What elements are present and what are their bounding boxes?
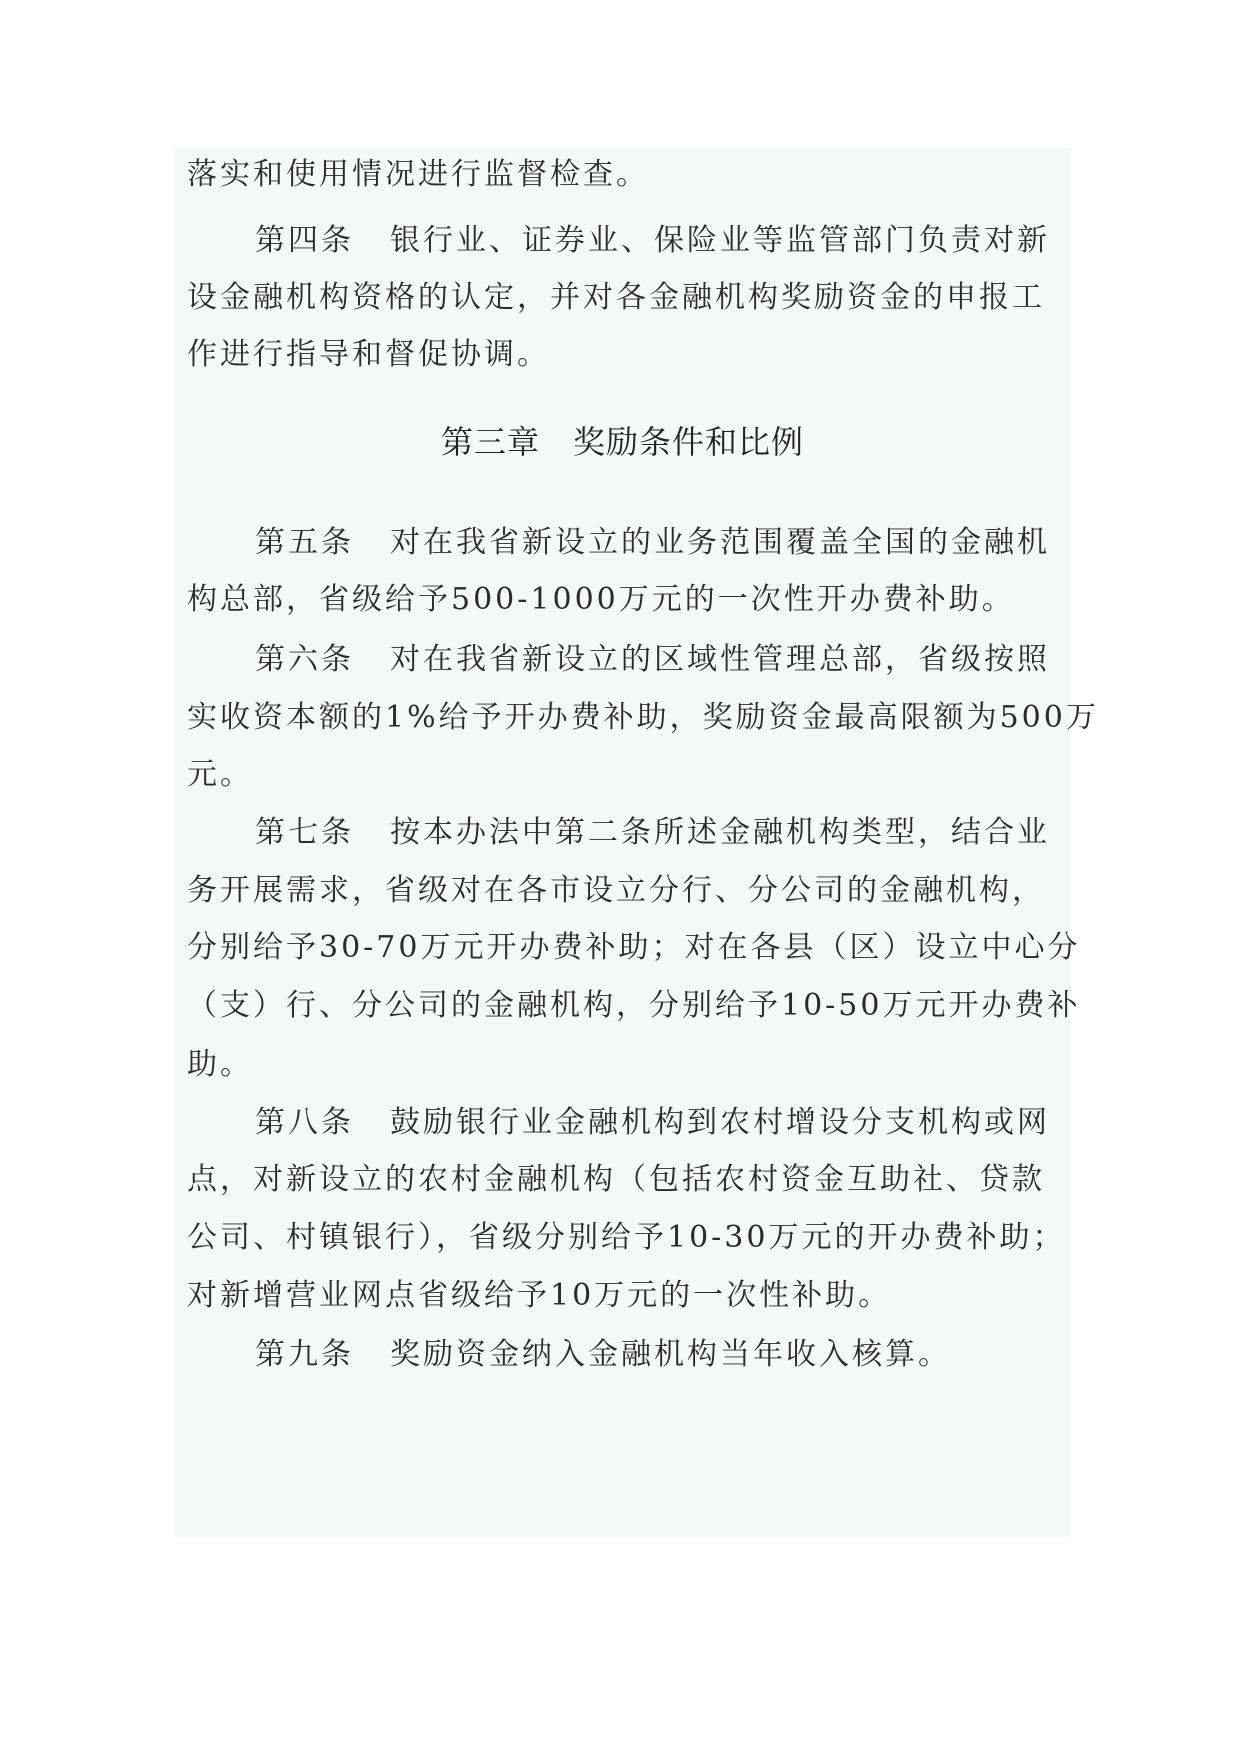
article-4-line-2 — [187, 280, 1057, 315]
chapter-heading: 第三章 奖励条件和比例 — [440, 423, 804, 461]
article-8-line-1 — [187, 1105, 1125, 1140]
article-7-line-5 — [187, 1047, 1057, 1082]
article-label: 第七条 — [255, 815, 354, 850]
article-7-line-2 — [187, 873, 1057, 908]
line-text: 按本办法中第二条所述金融机构类型，结合业 — [390, 815, 1050, 850]
article-4-line-3 — [187, 337, 1057, 372]
line-text: 助。 — [187, 1047, 253, 1082]
line-text: 点，对新设立的农村金融机构（包括农村资金互助社、贷款 — [187, 1162, 1045, 1197]
line-text: 设金融机构资格的认定，并对各金融机构奖励资金的申报工 — [187, 280, 1045, 315]
article-label: 第九条 — [255, 1337, 354, 1372]
article-7-line-3 — [187, 930, 1081, 965]
article-label: 第四条 — [255, 223, 354, 258]
article-label: 第八条 — [255, 1105, 354, 1140]
article-4-line-1 — [187, 223, 1125, 258]
article-8-line-4 — [187, 1278, 1057, 1313]
line-text: （支）行、分公司的金融机构，分别给予10-50万元开办费补 — [187, 988, 1081, 1023]
line-text: 对新增营业网点省级给予10万元的一次性补助。 — [187, 1278, 892, 1313]
line-text: 分别给予30-70万元开办费补助；对在各县（区）设立中心分 — [187, 930, 1081, 965]
line-text: 实收资本额的1%给予开办费补助，奖励资金最高限额为500万 — [187, 700, 1099, 735]
line-text: 公司、村镇银行），省级分别给予10-30万元的开办费补助； — [187, 1220, 1066, 1255]
line-text: 奖励资金纳入金融机构当年收入核算。 — [390, 1337, 951, 1372]
article-6-line-1 — [187, 642, 1125, 677]
article-6-line-2 — [187, 700, 1099, 735]
line-text: 务开展需求，省级对在各市设立分行、分公司的金融机构， — [187, 873, 1045, 908]
article-7-line-4 — [187, 988, 1081, 1023]
document-page — [175, 148, 1099, 1537]
article-6-line-3 — [187, 757, 1057, 792]
article-5-line-2 — [187, 582, 1057, 617]
line-text: 元。 — [187, 757, 253, 792]
article-7-line-1 — [187, 815, 1125, 850]
line-text: 构总部，省级给予500-1000万元的一次性开办费补助。 — [187, 582, 1015, 617]
article-5-line-1 — [187, 525, 1125, 560]
line-text: 鼓励银行业金融机构到农村增设分支机构或网 — [390, 1105, 1050, 1140]
line-text: 作进行指导和督促协调。 — [187, 337, 550, 372]
line-text: 对在我省新设立的业务范围覆盖全国的金融机 — [390, 525, 1050, 560]
paragraph-line — [187, 157, 1057, 192]
article-label: 第六条 — [255, 642, 354, 677]
article-label: 第五条 — [255, 525, 354, 560]
line-text: 落实和使用情况进行监督检查。 — [187, 157, 649, 192]
line-text: 银行业、证券业、保险业等监管部门负责对新 — [390, 223, 1050, 258]
article-9-line-1 — [187, 1337, 1125, 1372]
line-text: 对在我省新设立的区域性管理总部，省级按照 — [390, 642, 1050, 677]
article-8-line-3 — [187, 1220, 1066, 1255]
article-8-line-2 — [187, 1162, 1057, 1197]
